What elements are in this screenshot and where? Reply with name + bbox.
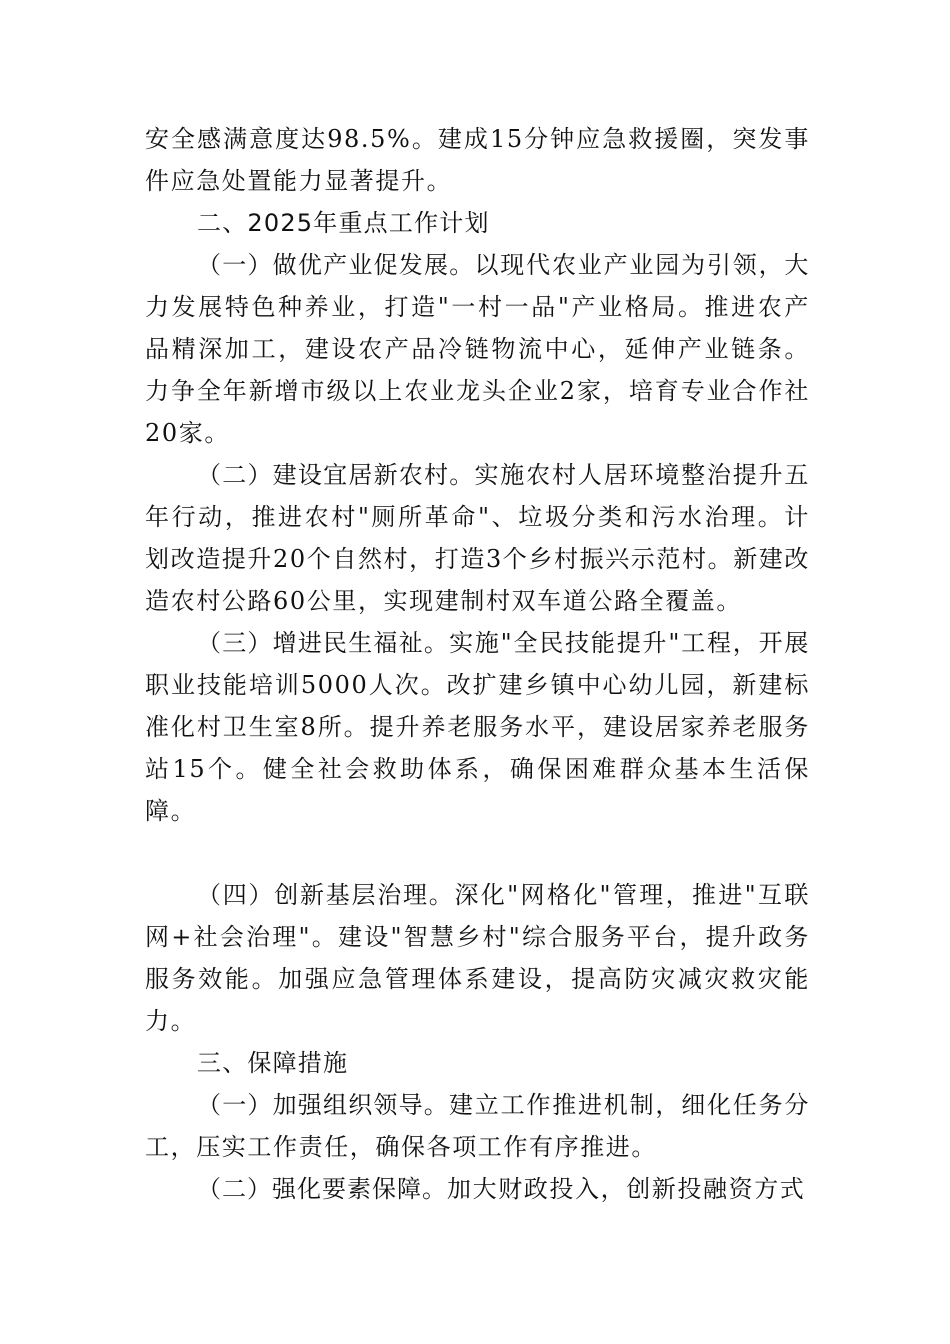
paragraph-industry (145, 244, 810, 454)
paragraph-subhead: （三）增进民生福祉。 (197, 629, 450, 657)
paragraph-subhead: （一）做优产业促发展。 (197, 251, 475, 279)
paragraph-text: 实施农村人居环境整治提升五年行动，推进农村"厕所革命"、垃圾分类和污水治理。计划改造提升20个自然村，打造3个乡村振兴示范村。新建改造农村公路60公里，实现建制村双车道公路全覆盖。 (145, 461, 811, 615)
paragraph-text: 安全感满意度达98.5%。建成15分钟应急救援圈，突发事件应急处置能力显著提升。 (145, 125, 810, 195)
paragraph-text: 深化"网格化"管理，推进"互联网+社会治理"。建设"智慧乡村"综合服务平台，提升政务服务效能。加强应急管理体系建设，提高防灾减灾救灾能力。 (145, 881, 810, 1035)
paragraph-livelihood (145, 622, 810, 832)
paragraph-text: 实施"全民技能提升"工程，开展职业技能培训5000人次。改扩建乡镇中心幼儿园，新建标准化村卫生室8所。提升养老服务水平，建设居家养老服务站15个。健全社会救助体系，确保困难群众基本生活保障。 (145, 629, 811, 825)
paragraph-text: 建立工作推进机制，细化任务分工，压实工作责任，确保各项工作有序推进。 (145, 1091, 810, 1161)
section-heading-work-plan: 二、2025年重点工作计划 (197, 209, 490, 237)
paragraph-resources (145, 1168, 810, 1210)
paragraph-subhead: （四）创新基层治理。 (197, 881, 455, 909)
paragraph-rural-construction (145, 454, 810, 622)
blank-line (145, 832, 810, 874)
paragraph-continuation (145, 118, 810, 202)
paragraph-organization (145, 1084, 810, 1168)
paragraph-text: 以现代农业产业园为引领，大力发展特色种养业，打造"一村一品"产业格局。推进农产品精深加工，建设农产品冷链物流中心，延伸产业链条。力争全年新增市级以上农业龙头企业2家，培育专业合作社20家。 (145, 251, 810, 447)
paragraph-subhead: （一）加强组织领导。 (197, 1091, 449, 1119)
paragraph-subhead: （二）建设宜居新农村。 (197, 461, 475, 489)
section-heading-safeguards: 三、保障措施 (197, 1049, 349, 1077)
paragraph-governance (145, 874, 810, 1042)
paragraph-subhead: （二）强化要素保障。 (197, 1175, 447, 1203)
paragraph-text: 加大财政投入，创新投融资方式 (447, 1175, 806, 1203)
document-body (145, 118, 810, 1210)
